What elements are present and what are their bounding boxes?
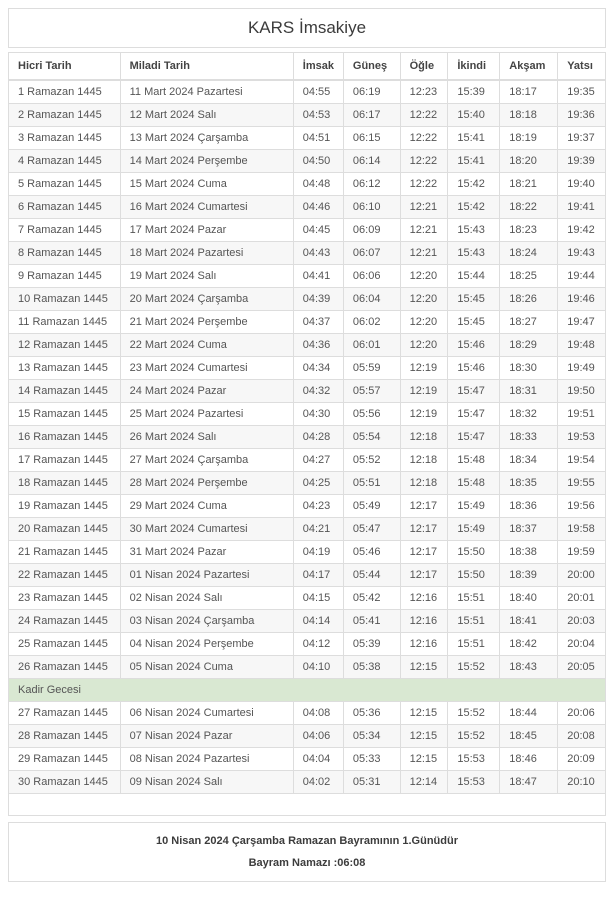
cell: 12:15 (400, 725, 448, 748)
cell: 12:22 (400, 150, 448, 173)
cell: 15:39 (448, 80, 500, 104)
cell: 20:00 (558, 564, 606, 587)
cell: 04 Nisan 2024 Perşembe (120, 633, 293, 656)
cell: 18:44 (500, 702, 558, 725)
cell: 18:32 (500, 403, 558, 426)
cell: 15 Ramazan 1445 (9, 403, 121, 426)
cell: 04:43 (293, 242, 343, 265)
cell: 26 Mart 2024 Salı (120, 426, 293, 449)
cell: 06:01 (343, 334, 400, 357)
table-row (9, 748, 606, 771)
cell: 04:55 (293, 80, 343, 104)
cell: 10 Ramazan 1445 (9, 288, 121, 311)
table-body (9, 80, 606, 816)
cell: 05:31 (343, 771, 400, 794)
cell: 15:46 (448, 357, 500, 380)
cell: 18:30 (500, 357, 558, 380)
cell: 19:35 (558, 80, 606, 104)
cell: 19:49 (558, 357, 606, 380)
cell: 12:23 (400, 80, 448, 104)
cell: 25 Ramazan 1445 (9, 633, 121, 656)
cell: 20:08 (558, 725, 606, 748)
cell: 19:43 (558, 242, 606, 265)
cell: 04:30 (293, 403, 343, 426)
table-row (9, 403, 606, 426)
cell: 12:15 (400, 656, 448, 679)
cell: 06:02 (343, 311, 400, 334)
cell: 20:10 (558, 771, 606, 794)
cell: 12:21 (400, 242, 448, 265)
cell: 15:44 (448, 265, 500, 288)
cell: 04:19 (293, 541, 343, 564)
cell: 12:20 (400, 334, 448, 357)
cell: 8 Ramazan 1445 (9, 242, 121, 265)
cell: 24 Ramazan 1445 (9, 610, 121, 633)
cell: 08 Nisan 2024 Pazartesi (120, 748, 293, 771)
cell: 15:41 (448, 127, 500, 150)
cell: 06:19 (343, 80, 400, 104)
cell: 04:10 (293, 656, 343, 679)
cell: 15:50 (448, 541, 500, 564)
table-row (9, 334, 606, 357)
table-row (9, 587, 606, 610)
cell: 12:22 (400, 127, 448, 150)
cell: 20 Ramazan 1445 (9, 518, 121, 541)
cell: 05:36 (343, 702, 400, 725)
bayram-day-note: 10 Nisan 2024 Çarşamba Ramazan Bayramının 1.Günüdür (155, 835, 458, 847)
cell: 20:06 (558, 702, 606, 725)
cell: 12:16 (400, 610, 448, 633)
cell: 12:21 (400, 196, 448, 219)
column-header-7: Yatsı (558, 53, 606, 81)
cell: 05:51 (343, 472, 400, 495)
cell: 2 Ramazan 1445 (9, 104, 121, 127)
cell: 18:36 (500, 495, 558, 518)
cell: 05:49 (343, 495, 400, 518)
cell: 15:51 (448, 587, 500, 610)
table-row (9, 265, 606, 288)
cell: 05 Nisan 2024 Cuma (120, 656, 293, 679)
cell: 18:39 (500, 564, 558, 587)
cell: 04:06 (293, 725, 343, 748)
cell: 05:41 (343, 610, 400, 633)
cell: 12:18 (400, 449, 448, 472)
empty-cell (9, 794, 606, 816)
cell: 5 Ramazan 1445 (9, 173, 121, 196)
table-row (9, 80, 606, 104)
column-header-0: Hicri Tarih (9, 53, 121, 81)
cell: 06:09 (343, 219, 400, 242)
cell: 12:20 (400, 265, 448, 288)
cell: 18:19 (500, 127, 558, 150)
cell: 17 Ramazan 1445 (9, 449, 121, 472)
cell: 19:53 (558, 426, 606, 449)
bayram-prayer-time: Bayram Namazı :06:08 (248, 857, 366, 869)
empty-row (9, 794, 606, 816)
cell: 19:37 (558, 127, 606, 150)
table-row (9, 380, 606, 403)
cell: 04:53 (293, 104, 343, 127)
table-row (9, 564, 606, 587)
cell: 12:19 (400, 403, 448, 426)
cell: 20:05 (558, 656, 606, 679)
table-row (9, 150, 606, 173)
table-row (9, 449, 606, 472)
cell: 19:46 (558, 288, 606, 311)
cell: 19:48 (558, 334, 606, 357)
cell: 15:43 (448, 219, 500, 242)
cell: 20 Mart 2024 Çarşamba (120, 288, 293, 311)
cell: 16 Ramazan 1445 (9, 426, 121, 449)
column-header-4: Öğle (400, 53, 448, 81)
cell: 05:57 (343, 380, 400, 403)
cell: 06 Nisan 2024 Cumartesi (120, 702, 293, 725)
cell: 18 Mart 2024 Pazartesi (120, 242, 293, 265)
cell: 12:17 (400, 518, 448, 541)
table-row (9, 219, 606, 242)
cell: 15:53 (448, 771, 500, 794)
cell: 04:37 (293, 311, 343, 334)
cell: 18:37 (500, 518, 558, 541)
cell: 15:47 (448, 426, 500, 449)
cell: 07 Nisan 2024 Pazar (120, 725, 293, 748)
cell: 05:54 (343, 426, 400, 449)
table-row (9, 610, 606, 633)
cell: 12:20 (400, 311, 448, 334)
cell: 19:47 (558, 311, 606, 334)
table-row (9, 426, 606, 449)
table-row (9, 518, 606, 541)
cell: 05:38 (343, 656, 400, 679)
cell: 29 Mart 2024 Cuma (120, 495, 293, 518)
cell: 24 Mart 2024 Pazar (120, 380, 293, 403)
cell: 15:42 (448, 173, 500, 196)
cell: 19:39 (558, 150, 606, 173)
cell: 15:48 (448, 449, 500, 472)
cell: 15:52 (448, 702, 500, 725)
cell: 04:46 (293, 196, 343, 219)
cell: 18 Ramazan 1445 (9, 472, 121, 495)
table-row (9, 702, 606, 725)
cell: 13 Ramazan 1445 (9, 357, 121, 380)
cell: 12:19 (400, 380, 448, 403)
cell: 22 Ramazan 1445 (9, 564, 121, 587)
cell: 18:24 (500, 242, 558, 265)
kadir-gecesi-row (9, 679, 606, 702)
cell: 18:34 (500, 449, 558, 472)
cell: 04:27 (293, 449, 343, 472)
cell: 12:17 (400, 541, 448, 564)
cell: 20:01 (558, 587, 606, 610)
cell: 18:25 (500, 265, 558, 288)
cell: 18:17 (500, 80, 558, 104)
cell: 7 Ramazan 1445 (9, 219, 121, 242)
cell: 28 Ramazan 1445 (9, 725, 121, 748)
cell: 15:40 (448, 104, 500, 127)
cell: 6 Ramazan 1445 (9, 196, 121, 219)
cell: 3 Ramazan 1445 (9, 127, 121, 150)
cell: 12 Ramazan 1445 (9, 334, 121, 357)
cell: 05:46 (343, 541, 400, 564)
cell: 12:18 (400, 472, 448, 495)
cell: 12:17 (400, 495, 448, 518)
cell: 18:43 (500, 656, 558, 679)
cell: 15:45 (448, 288, 500, 311)
cell: 18:23 (500, 219, 558, 242)
cell: 04:45 (293, 219, 343, 242)
cell: 18:46 (500, 748, 558, 771)
cell: 14 Mart 2024 Perşembe (120, 150, 293, 173)
cell: 30 Mart 2024 Cumartesi (120, 518, 293, 541)
cell: 04:21 (293, 518, 343, 541)
cell: 26 Ramazan 1445 (9, 656, 121, 679)
cell: 19:55 (558, 472, 606, 495)
cell: 12:20 (400, 288, 448, 311)
cell: 12 Mart 2024 Salı (120, 104, 293, 127)
cell: 18:20 (500, 150, 558, 173)
cell: 12:22 (400, 104, 448, 127)
cell: 05:39 (343, 633, 400, 656)
prayer-times-table (8, 52, 606, 816)
cell: 04:51 (293, 127, 343, 150)
cell: 04:28 (293, 426, 343, 449)
table-row (9, 771, 606, 794)
cell: 19:44 (558, 265, 606, 288)
cell: 19 Ramazan 1445 (9, 495, 121, 518)
cell: 22 Mart 2024 Cuma (120, 334, 293, 357)
cell: 15:49 (448, 518, 500, 541)
cell: 19:41 (558, 196, 606, 219)
cell: 15:41 (448, 150, 500, 173)
cell: 12:16 (400, 587, 448, 610)
cell: 31 Mart 2024 Pazar (120, 541, 293, 564)
cell: 15:50 (448, 564, 500, 587)
cell: 04:08 (293, 702, 343, 725)
cell: 04:34 (293, 357, 343, 380)
cell: 18:29 (500, 334, 558, 357)
table-row (9, 725, 606, 748)
cell: 15:46 (448, 334, 500, 357)
cell: 25 Mart 2024 Pazartesi (120, 403, 293, 426)
cell: 20:04 (558, 633, 606, 656)
cell: 04:32 (293, 380, 343, 403)
table-row (9, 173, 606, 196)
cell: 05:47 (343, 518, 400, 541)
cell: 04:25 (293, 472, 343, 495)
cell: 19 Mart 2024 Salı (120, 265, 293, 288)
column-header-2: İmsak (293, 53, 343, 81)
cell: 15:51 (448, 610, 500, 633)
cell: 12:16 (400, 633, 448, 656)
cell: 05:59 (343, 357, 400, 380)
cell: 05:33 (343, 748, 400, 771)
cell: 18:18 (500, 104, 558, 127)
cell: 04:36 (293, 334, 343, 357)
column-header-5: İkindi (448, 53, 500, 81)
table-row (9, 196, 606, 219)
cell: 20:03 (558, 610, 606, 633)
cell: 18:42 (500, 633, 558, 656)
cell: 13 Mart 2024 Çarşamba (120, 127, 293, 150)
cell: 04:41 (293, 265, 343, 288)
cell: 06:07 (343, 242, 400, 265)
cell: 18:41 (500, 610, 558, 633)
cell: 16 Mart 2024 Cumartesi (120, 196, 293, 219)
cell: 19:36 (558, 104, 606, 127)
cell: 14 Ramazan 1445 (9, 380, 121, 403)
table-row (9, 242, 606, 265)
cell: 15:47 (448, 380, 500, 403)
header-row (9, 53, 606, 81)
table-row (9, 472, 606, 495)
cell: 18:47 (500, 771, 558, 794)
column-header-1: Miladi Tarih (120, 53, 293, 81)
table-row (9, 104, 606, 127)
cell: 19:42 (558, 219, 606, 242)
cell: 04:48 (293, 173, 343, 196)
cell: 9 Ramazan 1445 (9, 265, 121, 288)
cell: 18:22 (500, 196, 558, 219)
cell: 19:56 (558, 495, 606, 518)
cell: 1 Ramazan 1445 (9, 80, 121, 104)
cell: 06:04 (343, 288, 400, 311)
cell: 23 Ramazan 1445 (9, 587, 121, 610)
cell: 4 Ramazan 1445 (9, 150, 121, 173)
cell: 04:12 (293, 633, 343, 656)
cell: 01 Nisan 2024 Pazartesi (120, 564, 293, 587)
table-head (9, 53, 606, 81)
cell: 21 Ramazan 1445 (9, 541, 121, 564)
cell: 12:15 (400, 702, 448, 725)
cell: 04:14 (293, 610, 343, 633)
cell: 18:33 (500, 426, 558, 449)
cell: 18:35 (500, 472, 558, 495)
cell: 30 Ramazan 1445 (9, 771, 121, 794)
cell: 04:02 (293, 771, 343, 794)
cell: 12:22 (400, 173, 448, 196)
cell: 09 Nisan 2024 Salı (120, 771, 293, 794)
cell: 11 Ramazan 1445 (9, 311, 121, 334)
cell: 15:45 (448, 311, 500, 334)
cell: 06:10 (343, 196, 400, 219)
cell: 04:17 (293, 564, 343, 587)
cell: 18:31 (500, 380, 558, 403)
cell: 05:56 (343, 403, 400, 426)
cell: 06:14 (343, 150, 400, 173)
cell: 23 Mart 2024 Cumartesi (120, 357, 293, 380)
cell: 17 Mart 2024 Pazar (120, 219, 293, 242)
cell: 18:45 (500, 725, 558, 748)
cell: 04:39 (293, 288, 343, 311)
cell: 12:19 (400, 357, 448, 380)
cell: 04:23 (293, 495, 343, 518)
table-row (9, 495, 606, 518)
cell: 19:58 (558, 518, 606, 541)
cell: 27 Mart 2024 Çarşamba (120, 449, 293, 472)
cell: 12:17 (400, 564, 448, 587)
cell: 15:43 (448, 242, 500, 265)
cell: 12:21 (400, 219, 448, 242)
cell: 15:48 (448, 472, 500, 495)
cell: 04:04 (293, 748, 343, 771)
cell: 15:52 (448, 725, 500, 748)
cell: 12:14 (400, 771, 448, 794)
cell: 04:50 (293, 150, 343, 173)
cell: 21 Mart 2024 Perşembe (120, 311, 293, 334)
column-header-6: Akşam (500, 53, 558, 81)
cell: 15:42 (448, 196, 500, 219)
cell: 06:15 (343, 127, 400, 150)
cell: 06:06 (343, 265, 400, 288)
cell: 20:09 (558, 748, 606, 771)
cell: 05:42 (343, 587, 400, 610)
kadir-gecesi-label: Kadir Gecesi (9, 679, 606, 702)
cell: 19:40 (558, 173, 606, 196)
cell: 18:26 (500, 288, 558, 311)
table-row (9, 311, 606, 334)
table-row (9, 288, 606, 311)
page-title: KARS İmsakiye (8, 8, 606, 48)
table-row (9, 541, 606, 564)
column-header-3: Güneş (343, 53, 400, 81)
cell: 28 Mart 2024 Perşembe (120, 472, 293, 495)
cell: 15:47 (448, 403, 500, 426)
cell: 06:12 (343, 173, 400, 196)
cell: 06:17 (343, 104, 400, 127)
cell: 15:49 (448, 495, 500, 518)
table-row (9, 357, 606, 380)
table-row (9, 127, 606, 150)
cell: 12:15 (400, 748, 448, 771)
table-row (9, 656, 606, 679)
cell: 15 Mart 2024 Cuma (120, 173, 293, 196)
cell: 18:27 (500, 311, 558, 334)
cell: 19:54 (558, 449, 606, 472)
cell: 27 Ramazan 1445 (9, 702, 121, 725)
cell: 05:34 (343, 725, 400, 748)
cell: 19:59 (558, 541, 606, 564)
cell: 19:50 (558, 380, 606, 403)
cell: 02 Nisan 2024 Salı (120, 587, 293, 610)
cell: 05:44 (343, 564, 400, 587)
cell: 12:18 (400, 426, 448, 449)
cell: 11 Mart 2024 Pazartesi (120, 80, 293, 104)
cell: 15:52 (448, 656, 500, 679)
cell: 05:52 (343, 449, 400, 472)
cell: 03 Nisan 2024 Çarşamba (120, 610, 293, 633)
cell: 18:40 (500, 587, 558, 610)
cell: 04:15 (293, 587, 343, 610)
cell: 29 Ramazan 1445 (9, 748, 121, 771)
footer-note-box (8, 822, 606, 882)
cell: 18:38 (500, 541, 558, 564)
table-row (9, 633, 606, 656)
cell: 15:53 (448, 748, 500, 771)
cell: 15:51 (448, 633, 500, 656)
cell: 18:21 (500, 173, 558, 196)
cell: 19:51 (558, 403, 606, 426)
